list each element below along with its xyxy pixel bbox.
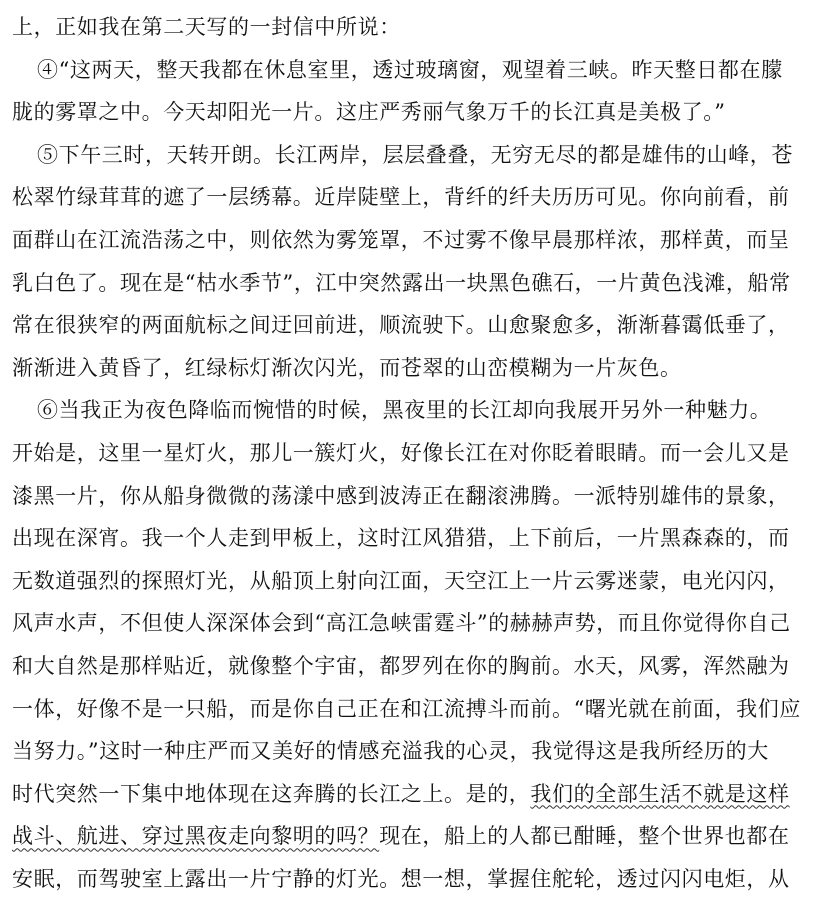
- wavy-underlined-sentence: 战斗、航进、穿过黑夜走向黎明的吗？: [12, 824, 380, 849]
- text-line: 松翠竹绿茸茸的遮了一层绣幕。近岸陡壁上，背纤的纤夫历历可见。你向前看，前: [12, 185, 790, 210]
- text-line: 渐渐进入黄昏了，红绿标灯渐次闪光，而苍翠的山峦模糊为一片灰色。: [12, 355, 682, 380]
- text-line: 无数道强烈的探照灯光，从船顶上射向江面，天空江上一片云雾迷蒙，电光闪闪，: [12, 568, 790, 593]
- text-line: 安眠，而驾驶室上露出一片宁静的灯光。想一想，掌握住舵轮，透过闪闪电炬，从: [12, 866, 790, 891]
- text-line: 一体，好像不是一只船，而是你自己正在和江流搏斗而前。“曙光就在前面，我们应: [12, 696, 801, 721]
- text-line: 出现在深宵。我一个人走到甲板上，这时江风猎猎，上下前后，一片黑森森的，而: [12, 526, 790, 551]
- text-line: 乳白色了。现在是“枯水季节”，江中突然露出一块黑色礁石，一片黄色浅滩，船常: [12, 270, 791, 295]
- text-line: [12, 815, 816, 858]
- text-segment: 时代突然一下集中地体现在这奔腾的长江之上。是的，: [12, 781, 531, 806]
- essay-text: [12, 6, 816, 900]
- text-line: [12, 773, 816, 816]
- text-segment: 现在，船上的人都已酣睡，整个世界也都在: [379, 824, 790, 849]
- text-line: 漆黑一片，你从船身微微的荡漾中感到波涛正在翻滚沸腾。一派特别雄伟的景象，: [12, 483, 790, 508]
- text-line: 上，正如我在第二天写的一封信中所说：: [12, 15, 401, 39]
- paragraph-5-line: ⑤下午三时，天转开朗。长江两岸，层层叠叠，无穷无尽的都是雄伟的山峰，苍: [37, 142, 793, 167]
- text-line: 面群山在江流浩荡之中，则依然为雾笼罩，不过雾不像早晨那样浓，那样黄，而呈: [12, 227, 790, 252]
- wavy-underlined-sentence: 我们的全部生活不就是这样: [530, 781, 790, 806]
- text-line: 当努力。”这时一种庄严而又美好的情感充溢我的心灵，我觉得这是我所经历的大: [12, 739, 769, 764]
- text-line: 开始是，这里一星灯火，那儿一簇灯火，好像长江在对你眨着眼睛。而一会儿又是: [12, 440, 790, 465]
- text-line: 常在很狭窄的两面航标之间迂回前进，顺流驶下。山愈聚愈多，渐渐暮霭低垂了，: [12, 313, 790, 338]
- paragraph-4-line: ④“这两天，整天我都在休息室里，透过玻璃窗，观望着三峡。昨天整日都在朦: [37, 57, 783, 82]
- paragraph-6-line: ⑥当我正为夜色降临而惋惜的时候，黑夜里的长江却向我展开另外一种魅力。: [37, 398, 772, 423]
- text-line: 风声水声，不但使人深深体会到“高江急峡雷霆斗”的赫赫声势，而且你觉得你自己: [12, 611, 791, 636]
- text-line: 胧的雾罩之中。今天却阳光一片。这庄严秀丽气象万千的长江真是美极了。”: [12, 100, 726, 125]
- text-line: 和大自然是那样贴近，就像整个宇宙，都罗列在你的胸前。水天，风雾，浑然融为: [12, 653, 790, 678]
